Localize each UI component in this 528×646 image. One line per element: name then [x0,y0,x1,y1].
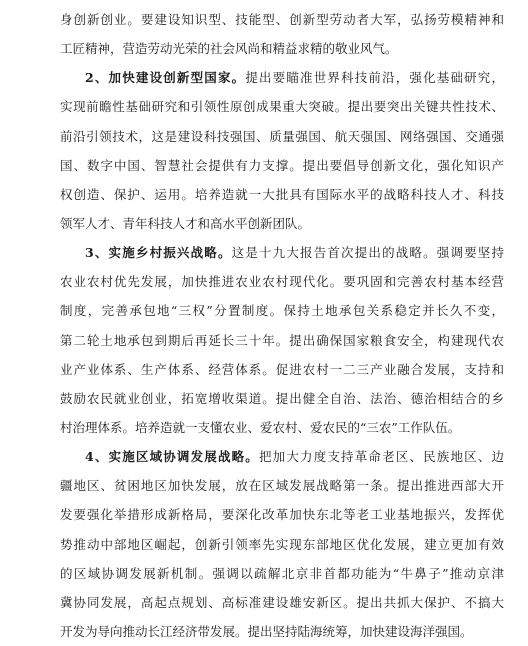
text-line: 村治理体系。培养造就一支懂农业、爱农村、爱农民的“三农”工作队伍。 [60,419,461,435]
text-line: 开发为导向推动长江经济带发展。提出坚持陆海统筹，加快建设海洋强国。 [60,623,473,639]
text-line: 实现前瞻性基础研究和引领性原创成果重大突破。提出要突出关键共性技术、 [60,99,504,115]
paragraph-first-line [60,442,504,471]
paragraph-first-line [60,63,504,92]
text-line: 鼓励农民就业创业，拓宽增收渠道。提出健全自治、法治、德治相结合的乡 [60,390,504,406]
text-line: 农业农村优先发展，加快推进农业农村现代化。要巩固和完善农村基本经营 [60,274,504,290]
text-line: 疆地区、贫困地区加快发展，放在区域发展战略第一条。提出推进西部大开 [60,478,504,494]
section-heading: 4、实施区域协调发展战略。 [85,449,259,465]
text-line: 势推动中部地区崛起，创新引领率先实现东部地区优化发展，建立更加有效 [60,536,504,552]
text-span: 这是十九大报告首次提出的战略。强调要坚持 [231,245,504,261]
text-line: 冀协同发展，高起点规划、高标准建设雄安新区。提出共抓大保护、不搞大 [60,594,504,610]
text-line: 的区域协调发展新机制。强调以疏解北京非首都功能为“牛鼻子”推动京津 [60,565,504,581]
text-line: 业产业体系、生产体系、经营体系。促进农村一二三产业融合发展，支持和 [60,361,504,377]
text-line: 工匠精神，营造劳动光荣的社会风尚和精益求精的敬业风气。 [60,41,398,57]
text-line: 身创新创业。要建设知识型、技能型、创新型劳动者大军，弘扬劳模精神和 [60,12,504,27]
text-line: 制度，完善承包地“三权”分置制度。保持土地承包关系稳定并长久不变， [60,303,504,319]
text-span: 把加大力度支持革命老区、民族地区、边 [259,449,504,465]
text-line: 发要强化举措形成新格局，要深化改革加快东北等老工业基地振兴，发挥优 [60,507,504,523]
text-line: 前沿引领技术，这是建设科技强国、质量强国、航天强国、网络强国、交通强 [60,128,504,144]
text-line: 领军人才、青年科技人才和高水平创新团队。 [60,215,311,231]
text-line: 权创造、保护、运用。培养造就一大批具有国际水平的战略科技人才、科技 [60,186,504,202]
text-line: 国、数字中国、智慧社会提供有力支撑。提出要倡导创新文化，强化知识产 [60,157,504,173]
section-heading: 3、实施乡村振兴战略。 [85,245,232,261]
paragraph-first-line [60,238,504,267]
text-line: 第二轮土地承包到期后再延长三十年。提出确保国家粮食安全，构建现代农 [60,332,504,348]
section-heading: 2、加快建设创新型国家。 [85,70,246,86]
text-span: 提出要瞄准世界科技前沿，强化基础研究， [245,70,504,86]
